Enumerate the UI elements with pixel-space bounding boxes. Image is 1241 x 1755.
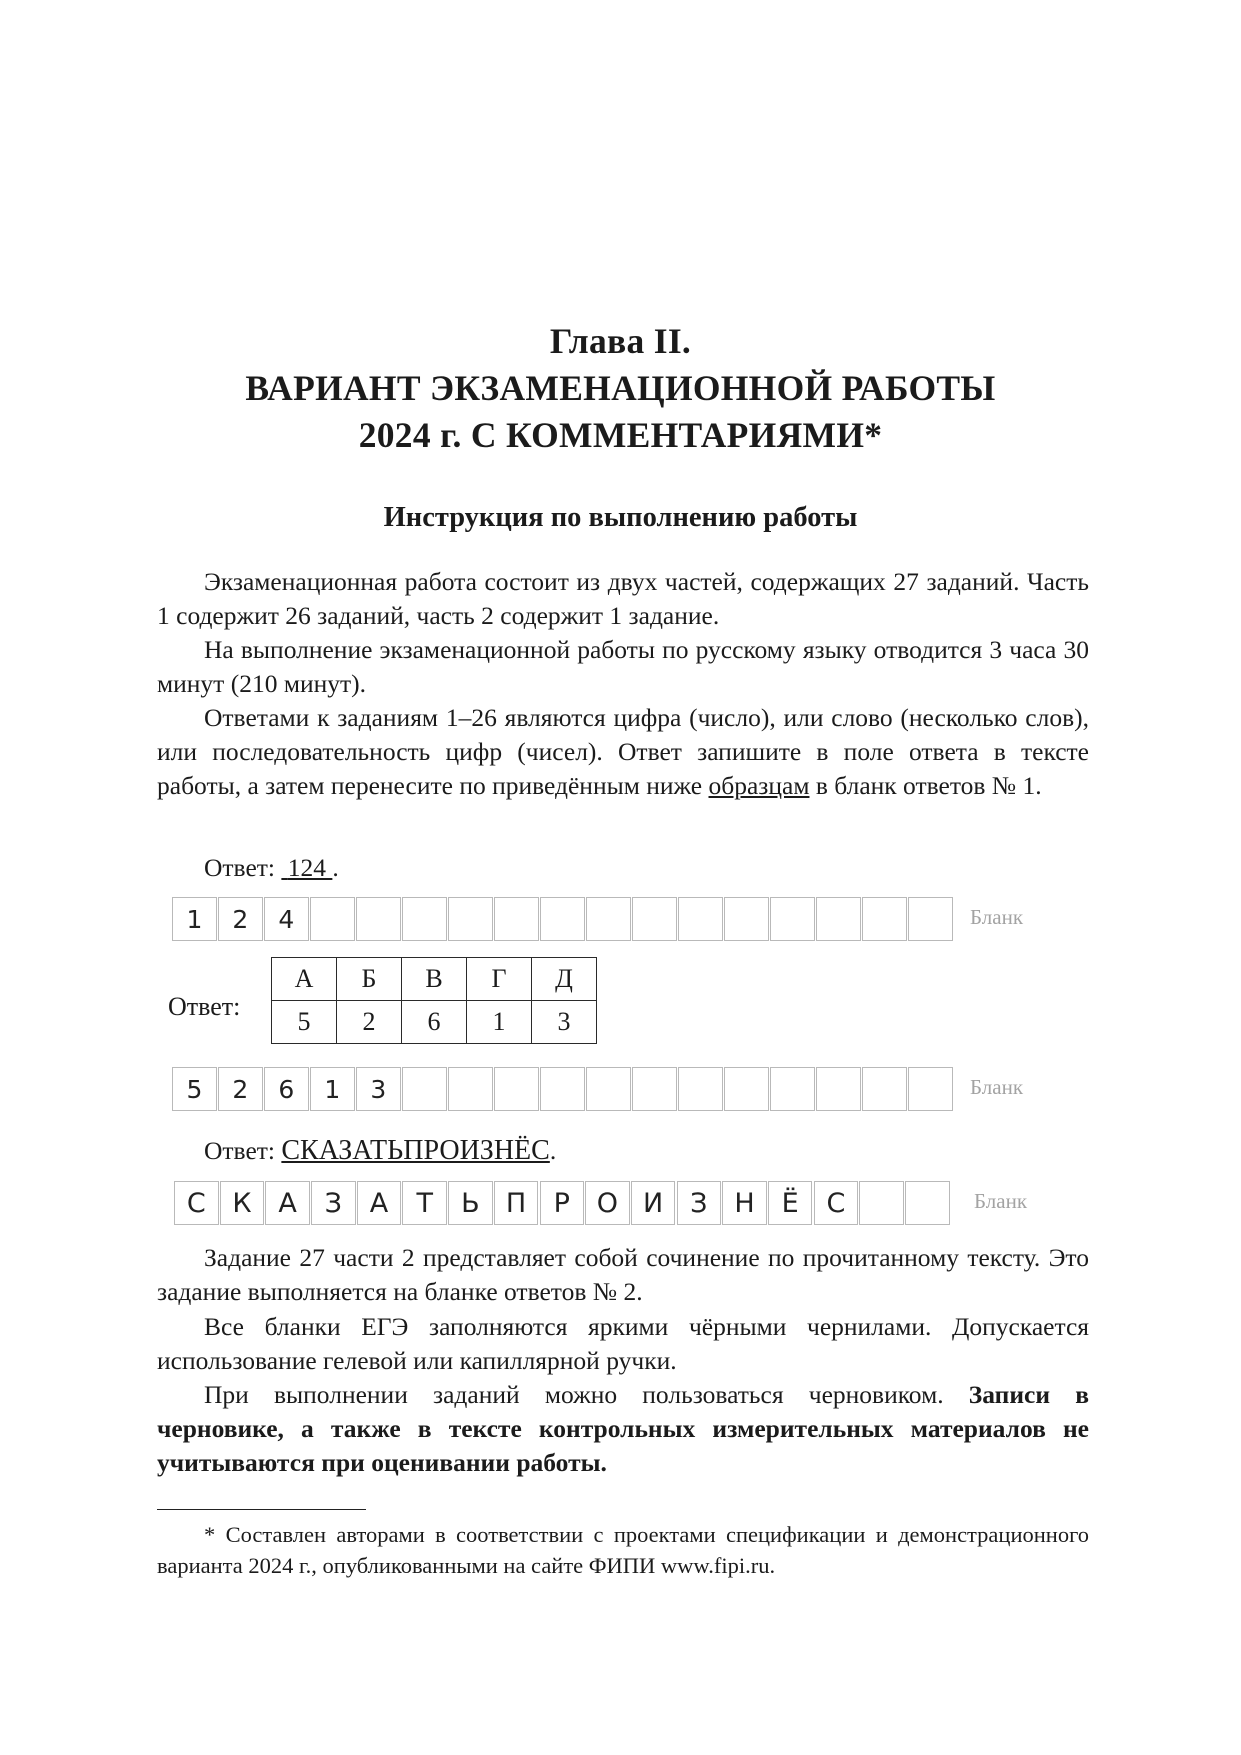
table-value-cell: 6 [402, 1001, 467, 1044]
answer-cell[interactable]: 2 [218, 1067, 263, 1111]
example-answer-1 [204, 851, 339, 885]
answer-cell[interactable] [586, 897, 631, 941]
answer-cell[interactable] [448, 1067, 493, 1111]
footnote: * Составлен авторами в соответствии с проектами спецификации и демонстрационного варианта 2024 г., опубликованными на сайте ФИПИ www.fipi.ru. [157, 1522, 1089, 1578]
answer-cell[interactable] [770, 897, 815, 941]
paragraph-ink: Все бланки ЕГЭ заполняются яркими чёрными чернилами. Допускается использование гелевой или капиллярной ручки. [157, 1312, 1089, 1375]
answer-cell[interactable]: 6 [264, 1067, 309, 1111]
paragraph-time: На выполнение экзаменационной работы по русскому языку отводится 3 часа 30 минут (210 минут). [157, 635, 1089, 698]
chapter-title-line: 2024 г. С КОММЕНТАРИЯМИ* [358, 415, 883, 455]
answer-cell[interactable] [678, 897, 723, 941]
instruction-title: Инструкция по выполнению работы [383, 502, 858, 533]
answer-cell[interactable]: З [311, 1181, 356, 1225]
answer-cell[interactable] [632, 897, 677, 941]
answer-cell[interactable] [494, 1067, 539, 1111]
answer-cell[interactable] [816, 897, 861, 941]
blank-label: Бланк [970, 1075, 1024, 1099]
answer-cell[interactable] [724, 1067, 769, 1111]
answer-cell[interactable]: 2 [218, 897, 263, 941]
answer-cell[interactable]: 3 [356, 1067, 401, 1111]
chapter-title-line: ВАРИАНТ ЭКЗАМЕНАЦИОННОЙ РАБОТЫ [245, 368, 996, 408]
answer-cell[interactable] [724, 897, 769, 941]
answer-cell[interactable] [678, 1067, 723, 1111]
chapter-number: Глава II. [549, 321, 692, 361]
answer-value: 124 [287, 853, 326, 882]
answer-cell[interactable] [494, 897, 539, 941]
answer-cell[interactable]: С [814, 1181, 859, 1225]
answer-cells-row [172, 897, 954, 941]
answer-cell[interactable]: А [357, 1181, 402, 1225]
paragraph-text: При выполнении заданий можно пользоваться черновиком. [204, 1380, 969, 1409]
table-value-cell: 3 [532, 1001, 597, 1044]
answer-cell[interactable]: А [265, 1181, 310, 1225]
answer-cell[interactable]: 1 [172, 897, 217, 941]
paragraph-draft [157, 1378, 1089, 1480]
table-value-cell: 1 [467, 1001, 532, 1044]
answer-cell[interactable]: 4 [264, 897, 309, 941]
answer-cells-row [172, 1067, 954, 1111]
answer-cell[interactable] [859, 1181, 904, 1225]
table-value-cell: 2 [337, 1001, 402, 1044]
answer-cell[interactable] [356, 897, 401, 941]
answer-cell[interactable] [586, 1067, 631, 1111]
chapter-heading [0, 318, 1241, 459]
answer-cell[interactable] [402, 1067, 447, 1111]
answer-cell[interactable] [540, 1067, 585, 1111]
answer-cell[interactable]: Т [402, 1181, 447, 1225]
answer-cell[interactable]: К [220, 1181, 265, 1225]
answer-cell[interactable]: Н [722, 1181, 767, 1225]
table-header-cell: А [272, 958, 337, 1001]
table-header-cell: В [402, 958, 467, 1001]
matching-answer-table [271, 957, 597, 1044]
underlined-word: образцам [708, 771, 810, 800]
table-header-cell: Д [532, 958, 597, 1001]
table-header-cell: Б [337, 958, 402, 1001]
answer-cell[interactable]: О [585, 1181, 630, 1225]
answer-cell[interactable] [862, 897, 907, 941]
answer-cell[interactable]: Р [540, 1181, 585, 1225]
paragraph-text: Ответами к заданиям 1–26 являются цифра (число), или слово (несколько слов), или последовательность цифр (чисел). Ответ запишите в поле ответа в тексте работы, а затем перенесите по приведённым ниже [157, 703, 1089, 800]
table-header-cell: Г [467, 958, 532, 1001]
answer-cell[interactable]: Ё [768, 1181, 813, 1225]
answer-cell[interactable] [310, 897, 355, 941]
blank-label: Бланк [970, 905, 1024, 929]
example-answer-3 [204, 1134, 556, 1168]
answer-cell[interactable] [908, 1067, 953, 1111]
answer-cell[interactable] [770, 1067, 815, 1111]
paragraph-essay: Задание 27 части 2 представляет собой сочинение по прочитанному тексту. Это задание выполняется на бланке ответов № 2. [157, 1243, 1089, 1306]
table-value-cell: 5 [272, 1001, 337, 1044]
paragraph-text: в бланк ответов № 1. [809, 771, 1042, 800]
answer-cell[interactable] [816, 1067, 861, 1111]
answer-label: Ответ: [204, 1136, 275, 1165]
answer-end: . [549, 1136, 557, 1165]
answer-cell[interactable] [908, 897, 953, 941]
answer-cell[interactable]: 5 [172, 1067, 217, 1111]
answer-cell[interactable] [540, 897, 585, 941]
answer-cell[interactable] [448, 897, 493, 941]
answer-cell[interactable] [402, 897, 447, 941]
answer-cell[interactable]: З [677, 1181, 722, 1225]
paragraph-parts: Экзаменационная работа состоит из двух частей, содержащих 27 заданий. Часть 1 содержит 26 заданий, часть 2 содержит 1 задание. [157, 567, 1089, 630]
answer-label: Ответ: [168, 992, 241, 1021]
answer-cell[interactable] [905, 1181, 950, 1225]
answer-cell[interactable]: П [494, 1181, 539, 1225]
footnote-divider [157, 1509, 366, 1510]
answer-cell[interactable]: 1 [310, 1067, 355, 1111]
answer-cell[interactable]: С [174, 1181, 219, 1225]
bold-note: Записи в черновике, а также в тексте контрольных измерительных материалов не учитываются при оценивании работы. [157, 1380, 1090, 1477]
paragraph-answers [157, 701, 1089, 803]
blank-label: Бланк [974, 1189, 1028, 1213]
answer-value: СКАЗАТЬПРОИЗНЁС [281, 1135, 550, 1166]
answer-cell[interactable]: И [631, 1181, 676, 1225]
answer-cell[interactable] [862, 1067, 907, 1111]
answer-cell[interactable] [632, 1067, 677, 1111]
answer-label: Ответ: [204, 853, 275, 882]
answer-end: . [332, 853, 339, 882]
answer-cell[interactable]: Ь [448, 1181, 493, 1225]
answer-cells-row [174, 1181, 951, 1225]
